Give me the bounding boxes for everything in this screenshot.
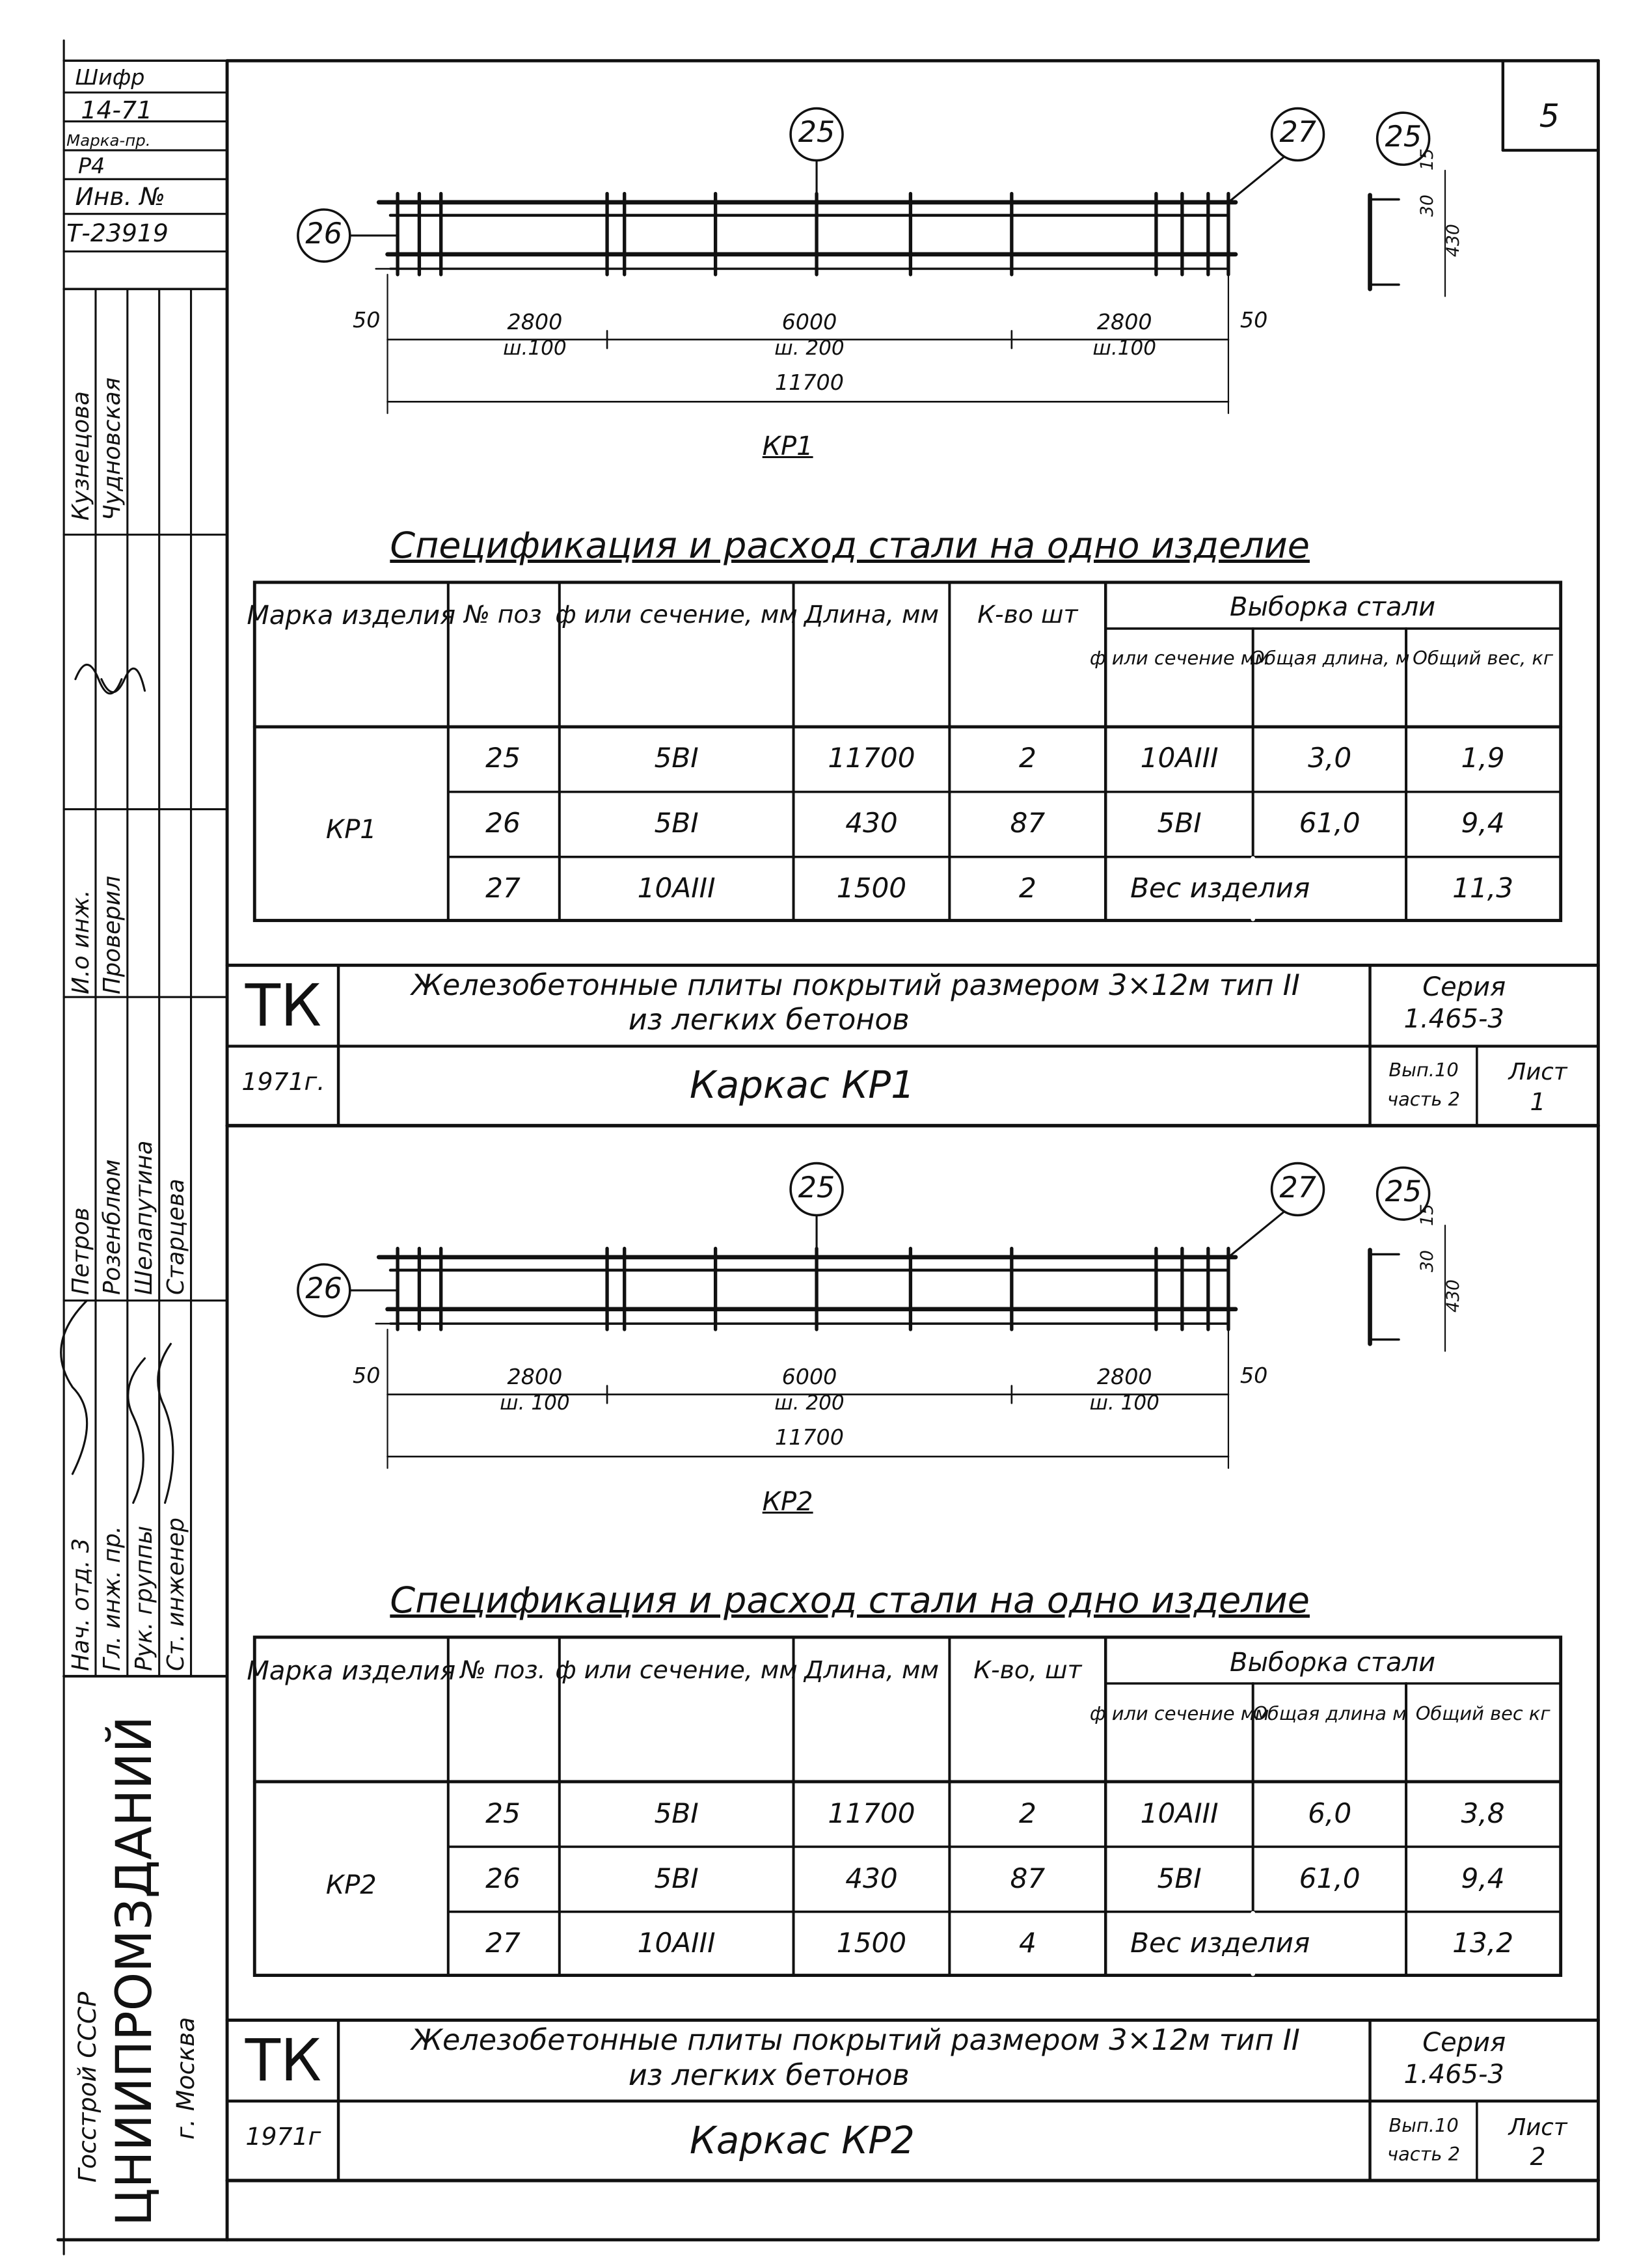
cell-length: 11700 [828, 741, 915, 774]
section-dim-430: 430 [1443, 1279, 1464, 1313]
dim-seg3-step: ш.100 [1092, 336, 1157, 360]
cell-s-diam: 10АIII [1140, 741, 1219, 774]
cell-s-len: 3,0 [1308, 741, 1352, 774]
dim-seg1-step: ш. 100 [500, 1391, 570, 1415]
tb-year: 1971г. [241, 1067, 325, 1096]
mark-label: Марка-пр. [66, 131, 151, 150]
dim-seg2-step: ш. 200 [774, 336, 845, 360]
tb-name: Каркас КР2 [689, 2117, 915, 2162]
hdr-sample: Выборка стали [1230, 592, 1436, 622]
role-head: Нач. отд. 3 [67, 1538, 94, 1671]
dim-end-left: 50 [353, 1362, 381, 1388]
hdr-mark: Марка изделия [247, 601, 456, 631]
cage-caption: КР2 [762, 1486, 813, 1517]
dim-seg1-step: ш.100 [503, 336, 567, 360]
cell-pos: 25 [485, 741, 521, 774]
tb-issue-2: часть 2 [1387, 2143, 1460, 2166]
tb-sheet-label: Лист [1508, 1059, 1567, 1086]
cell-s-len: 61,0 [1299, 806, 1361, 839]
cell-length: 11700 [828, 1797, 915, 1829]
cell-s-diam: 10АIII [1140, 1797, 1219, 1829]
section-dim-30: 30 [1417, 1249, 1438, 1272]
mark-25-top-label: 25 [798, 1171, 835, 1205]
name-petrov: Петров [67, 1207, 94, 1296]
sig-1 [75, 664, 122, 693]
cell-qty: 87 [1010, 806, 1046, 839]
name-kuznetsova: Кузнецова [67, 390, 94, 521]
hdr-pos: № поз [464, 600, 542, 629]
spec-mark: КР2 [325, 1870, 377, 1900]
name-shelaputina: Шелапутина [131, 1140, 158, 1296]
section-dim-30: 30 [1417, 195, 1438, 217]
cell-weight-label: Вес изделия [1130, 871, 1310, 904]
tb-sheet-value: 1 [1530, 1087, 1546, 1116]
cell-s-len: 61,0 [1299, 1862, 1361, 1894]
tb-series-value: 1.465-3 [1403, 1004, 1504, 1035]
org-city: г. Москва [170, 2017, 200, 2140]
mark-value: Р4 [77, 152, 105, 178]
cipher-value: 14-71 [81, 96, 153, 125]
tb-sheet-value: 2 [1530, 2142, 1546, 2172]
label-io-inzh: И.о инж. [67, 890, 94, 995]
mark-25-right-label: 25 [1385, 1175, 1422, 1209]
cell-s-len: 6,0 [1308, 1797, 1352, 1829]
tb-issue-2: часть 2 [1387, 1087, 1460, 1110]
cell-length: 430 [845, 806, 898, 839]
cell-pos: 27 [485, 871, 521, 904]
section-dim-430: 430 [1443, 224, 1464, 258]
role-chief-eng: Гл. инж. пр. [99, 1525, 126, 1671]
dim-seg2-len: 6000 [781, 1364, 837, 1390]
cell-qty: 87 [1010, 1862, 1046, 1894]
inv-label: Инв. № [75, 182, 165, 211]
dim-total: 11700 [774, 1424, 844, 1450]
tb-tk: ТК [245, 972, 322, 1039]
cell-s-diam: 5ВI [1157, 1862, 1202, 1894]
section-dim-15a: 15 [1417, 1203, 1438, 1226]
tb-title-2: из легких бетонов [628, 1003, 910, 1037]
dim-seg3-len: 2800 [1096, 308, 1152, 334]
tb-title-1: Железобетонные плиты покрытий размером 3×12м тип II [411, 2024, 1300, 2058]
dim-end-right: 50 [1239, 1362, 1268, 1388]
hdr-s-diam: ф или сечение мм [1089, 1702, 1269, 1724]
cell-qty: 2 [1018, 871, 1036, 904]
leader-27 [1228, 157, 1283, 202]
cell-s-weight: 9,4 [1461, 806, 1505, 839]
cell-length: 430 [845, 1862, 898, 1894]
tb-series-label: Серия [1422, 972, 1506, 1003]
signatures [61, 664, 173, 1503]
section-1 [298, 109, 1445, 414]
cell-s-weight: 9,4 [1461, 1862, 1505, 1894]
dim-seg2-len: 6000 [781, 308, 837, 334]
hdr-pos: № поз. [460, 1655, 546, 1684]
label-checked: Проверил [99, 876, 126, 995]
hdr-s-diam: ф или сечение мм [1089, 647, 1269, 670]
sig-4 [128, 1358, 145, 1503]
cell-s-weight: 3,8 [1461, 1797, 1505, 1829]
hdr-length: Длина, мм [804, 1655, 939, 1684]
hdr-mark: Марка изделия [247, 1655, 456, 1686]
tb-issue-1: Вып.10 [1388, 2114, 1459, 2137]
cell-diam: 10АIII [637, 1927, 716, 1959]
hdr-s-len: Общая длина м [1253, 1702, 1407, 1724]
hdr-qty: К-во, шт [973, 1655, 1082, 1684]
hdr-s-len: Общая длина, м [1249, 647, 1410, 670]
tb-title-1: Железобетонные плиты покрытий размером 3×12м тип II [411, 968, 1300, 1002]
tb-year: 1971г [245, 2122, 321, 2151]
tb-title-2: из легких бетонов [628, 2058, 910, 2092]
mark-26-label: 26 [305, 1272, 342, 1306]
cipher-title: Шифр [75, 64, 145, 90]
tb-name: Каркас КР1 [689, 1063, 915, 1108]
mark-25-right-label: 25 [1385, 120, 1422, 154]
sig-2 [102, 668, 145, 692]
mark-27-label: 27 [1279, 116, 1317, 150]
dim-seg3-step: ш. 100 [1089, 1391, 1159, 1415]
hdr-qty: К-во шт [977, 600, 1078, 629]
inv-value: Т-23919 [66, 218, 169, 247]
cell-pos: 27 [485, 1927, 521, 1959]
cell-weight-value: 13,2 [1452, 1927, 1514, 1959]
dim-end-left: 50 [353, 307, 381, 333]
cell-length: 1500 [836, 871, 907, 904]
spec-title: Спецификация и расход стали на одно изделие [390, 524, 1310, 567]
cell-weight-value: 11,3 [1452, 871, 1514, 904]
cell-qty: 4 [1018, 1927, 1036, 1959]
name-startseva: Старцева [163, 1178, 190, 1296]
mark-25-top-label: 25 [798, 116, 835, 150]
cell-weight-label: Вес изделия [1130, 1927, 1310, 1959]
mark-27-label: 27 [1279, 1171, 1317, 1205]
name-rozenblyum: Розенблюм [99, 1159, 126, 1296]
spec-title: Спецификация и расход стали на одно изделие [390, 1579, 1310, 1622]
tb-issue-1: Вып.10 [1388, 1059, 1459, 1082]
cell-diam: 5ВI [654, 1797, 699, 1829]
hdr-length: Длина, мм [804, 600, 939, 629]
dim-end-right: 50 [1239, 307, 1268, 333]
cell-pos: 26 [485, 1862, 521, 1894]
sheet-number: 5 [1539, 98, 1560, 135]
hdr-s-weight: Общий вес, кг [1413, 647, 1554, 670]
org-name: ЦНИИПРОМЗДАНИЙ [105, 1715, 163, 2226]
cell-qty: 2 [1018, 741, 1036, 774]
cell-diam: 10АIII [637, 871, 716, 904]
section-2 [298, 1164, 1445, 1469]
cell-s-weight: 1,9 [1461, 741, 1505, 774]
tb-sheet-label: Лист [1508, 2114, 1567, 2142]
hdr-s-weight: Общий вес кг [1415, 1702, 1550, 1724]
cage-caption: КР1 [762, 431, 813, 462]
role-senior-eng: Ст. инженер [163, 1517, 190, 1671]
cell-length: 1500 [836, 1927, 907, 1959]
cell-pos: 25 [485, 1797, 521, 1829]
cell-diam: 5ВI [654, 1862, 699, 1894]
dim-seg1-len: 2800 [507, 308, 563, 334]
dim-seg3-len: 2800 [1096, 1364, 1152, 1390]
tb-series-value: 1.465-3 [1403, 2059, 1504, 2090]
hdr-sample: Выборка стали [1230, 1647, 1436, 1678]
role-group-head: Рук. группы [131, 1525, 158, 1671]
hdr-diam: ф или сечение, мм [555, 600, 798, 629]
leader-27 [1228, 1212, 1283, 1257]
tb-series-label: Серия [1422, 2027, 1506, 2058]
dim-seg1-len: 2800 [507, 1364, 563, 1390]
spec-mark: КР1 [325, 815, 377, 845]
tb-tk: ТК [245, 2027, 322, 2095]
section-dim-15a: 15 [1417, 148, 1438, 171]
hdr-diam: ф или сечение, мм [555, 1655, 798, 1684]
dim-seg2-step: ш. 200 [774, 1391, 845, 1415]
side-stamp [64, 61, 227, 1676]
cell-s-diam: 5ВI [1157, 806, 1202, 839]
name-chudnovskaya: Чудновская [99, 377, 126, 521]
cell-qty: 2 [1018, 1797, 1036, 1829]
org-parent: Госстрой СССР [72, 1992, 102, 2183]
cell-diam: 5ВI [654, 741, 699, 774]
cell-pos: 26 [485, 806, 521, 839]
cell-diam: 5ВI [654, 806, 699, 839]
mark-26-label: 26 [305, 217, 342, 251]
dim-total: 11700 [774, 369, 844, 395]
